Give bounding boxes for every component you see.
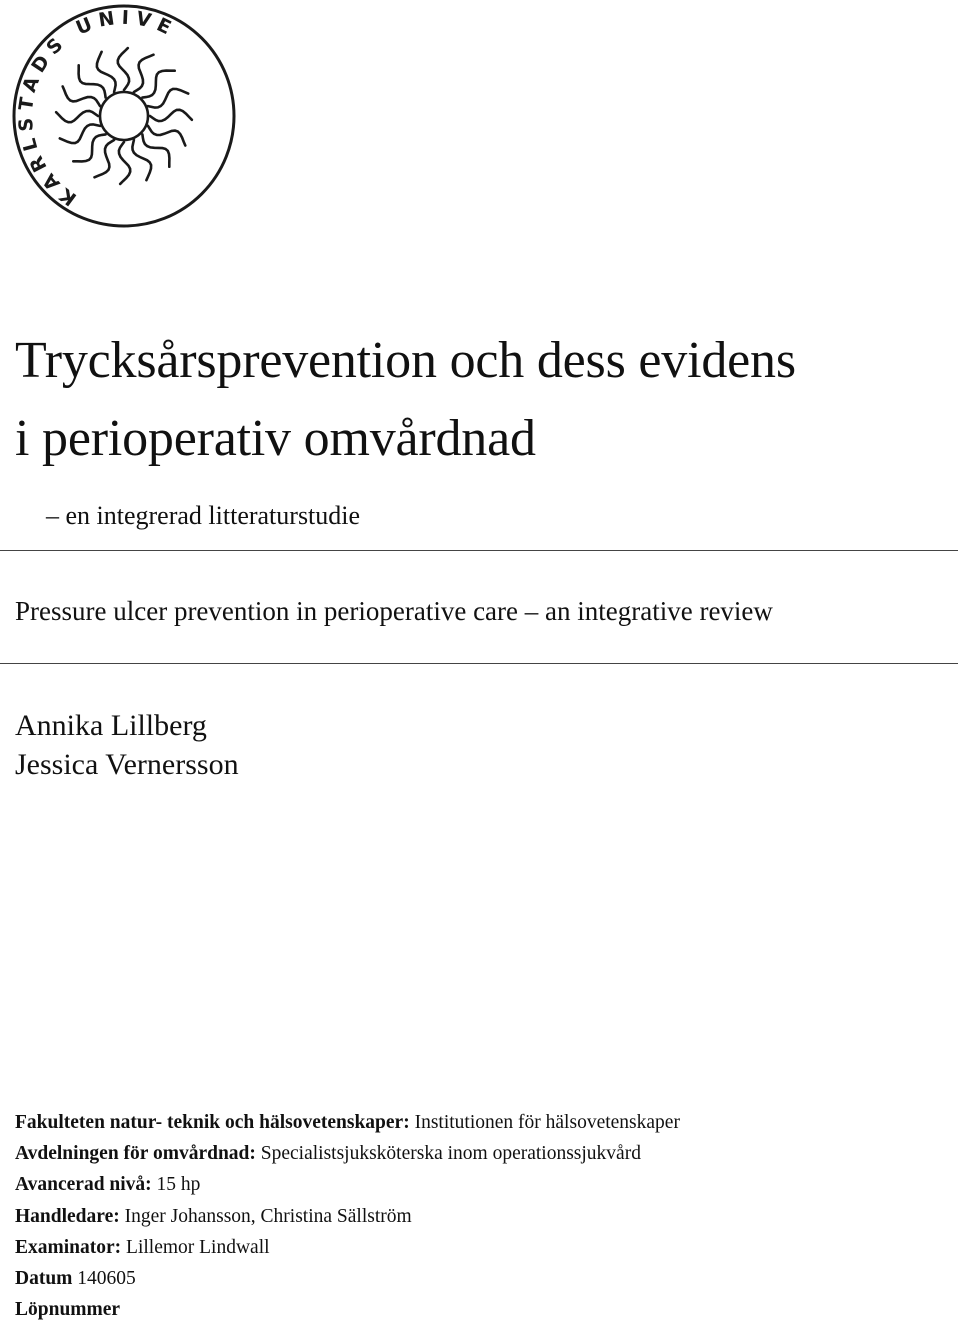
thesis-title [15, 322, 955, 478]
supervisor-label: Handledare: [15, 1205, 120, 1227]
sun-ray [142, 134, 169, 166]
supervisor-value: Inger Johansson, Christina Sällström [124, 1205, 412, 1227]
thesis-title-line-1: Trycksårsprevention och dess evidens [15, 332, 796, 389]
level-value: 15 hp [156, 1174, 201, 1196]
sun-ray [73, 134, 105, 161]
serial-row [15, 1294, 680, 1325]
sun-ray [134, 55, 154, 92]
division-row [15, 1138, 680, 1169]
author-name: Jessica Vernersson [15, 748, 239, 781]
sun-seal-icon [8, 0, 240, 232]
sun-ray [118, 48, 129, 90]
sun-ray [142, 71, 174, 98]
sun-ray [56, 111, 98, 122]
divider-bottom [0, 663, 958, 664]
division-value: Specialistsjuksköterska inom operationssjukvård [260, 1143, 641, 1165]
faculty-row [15, 1107, 680, 1138]
date-row [15, 1263, 680, 1294]
examiner-label: Examinator: [15, 1236, 122, 1258]
supervisor-row [15, 1201, 680, 1232]
examiner-row [15, 1232, 680, 1263]
thesis-metadata [15, 1107, 680, 1325]
english-title: Pressure ulcer prevention in perioperative care – an integrative review [15, 596, 773, 626]
division-label: Avdelningen för omvårdnad: [15, 1143, 256, 1165]
serial-label: Löpnummer [15, 1299, 121, 1321]
sun-ray [95, 140, 115, 177]
level-label: Avancerad nivå: [15, 1174, 152, 1196]
authors [15, 706, 239, 784]
examiner-value: Lillemor Lindwall [126, 1236, 270, 1258]
sun-ray [79, 65, 106, 97]
sun-ray [63, 87, 100, 107]
university-seal-logo [8, 0, 240, 232]
seal-lettering: KARLSTADS UNIVERSITET [14, 6, 181, 210]
faculty-label: Fakulteten natur- teknik och hälsovetenskaper: [15, 1112, 410, 1133]
divider-top [0, 550, 958, 551]
faculty-value: Institutionen för hälsovetenskaper [414, 1112, 680, 1133]
sun-ray [148, 126, 185, 146]
date-label: Datum [15, 1268, 73, 1290]
author-name: Annika Lillberg [15, 709, 207, 742]
date-value: 140605 [77, 1268, 136, 1290]
thesis-title-line-2: i perioperativ omvårdnad [15, 410, 536, 467]
sun-ray [150, 110, 192, 121]
thesis-subtitle: – en integrerad litteraturstudie [46, 501, 361, 530]
sun-ray [119, 142, 130, 184]
level-row [15, 1169, 680, 1200]
